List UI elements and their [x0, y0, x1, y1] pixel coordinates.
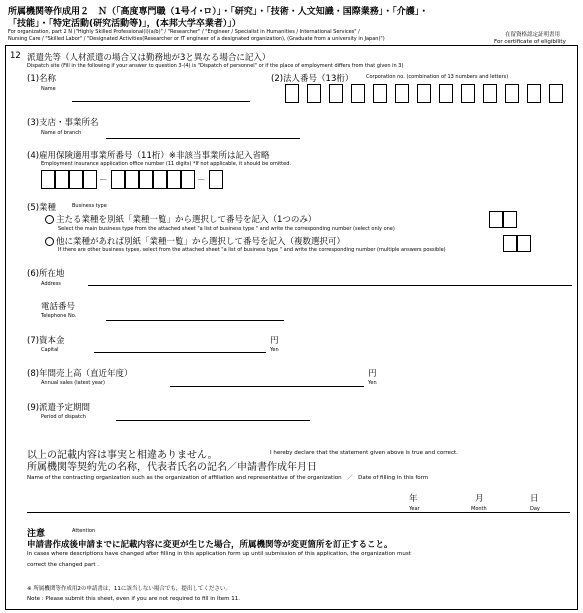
- radio-icon[interactable]: [45, 215, 54, 224]
- business-main-option[interactable]: [45, 213, 316, 225]
- business-other-digit[interactable]: [503, 235, 517, 252]
- attention-body-en1: In cases where descriptions have changed after filling in this application form up until submission of this application, the organization must: [27, 551, 411, 557]
- corp-no-digit[interactable]: [527, 84, 541, 103]
- capital-yen-en: Yen: [270, 347, 279, 353]
- business-main-digit[interactable]: [503, 211, 517, 228]
- corp-no-digit[interactable]: [285, 84, 299, 103]
- dispatch-period-label: (9)派遣予定期間: [27, 403, 91, 413]
- section-title: 派遣先等（人材派遣の場合又は勤務地が3と異なる場合に記入）: [27, 53, 271, 63]
- insurance-no-digit[interactable]: [167, 170, 181, 189]
- business-type-label: (5)業種: [27, 203, 57, 213]
- corp-no-digit[interactable]: [549, 84, 563, 103]
- business-type-label-en: Business type: [72, 203, 107, 209]
- attention-body-jp: 申請書作成後申請までに記載内容に変更が生じた場合，所属機関等が変更箇所を訂正すること。: [27, 540, 393, 550]
- section-number: 12: [10, 51, 21, 61]
- form-frame: [5, 45, 578, 610]
- corp-no-digit[interactable]: [329, 84, 343, 103]
- insurance-no-separator: －: [197, 176, 206, 186]
- insurance-no-digit[interactable]: [111, 170, 125, 189]
- business-main-option-en: Select the main business type from the attached sheet "a list of business type " and write the corresponding number (select only one): [58, 226, 395, 232]
- telephone-field[interactable]: [106, 320, 284, 321]
- business-other-option-en: If there are other business types, select from the attached sheet "a list of business type " and write the corresponding number (multiple answers possible): [58, 247, 446, 253]
- insurance-no-separator: －: [99, 176, 108, 186]
- corp-no-digit[interactable]: [439, 84, 453, 103]
- business-other-text: 他に業種があれば別紙「業種一覧」から選択して番号を記入（複数選択可）: [56, 237, 346, 247]
- business-main-digit[interactable]: [489, 211, 503, 228]
- attention-title: 注意: [27, 529, 46, 539]
- date-month-en: Month: [471, 506, 487, 512]
- name-label: (1)名称: [27, 74, 57, 84]
- annual-sales-field[interactable]: [170, 386, 364, 387]
- attention-body-en2: correct the changed part .: [27, 562, 100, 568]
- insurance-no-digit[interactable]: [153, 170, 167, 189]
- corp-no-digit[interactable]: [461, 84, 475, 103]
- insurance-no-digit[interactable]: [41, 170, 55, 189]
- corp-no-digit[interactable]: [483, 84, 497, 103]
- sales-yen: 円: [368, 369, 377, 379]
- cert-use-en: For certificate of eligibility: [494, 39, 566, 45]
- branch-field[interactable]: [106, 138, 300, 139]
- insurance-no-digit[interactable]: [181, 170, 195, 189]
- form-title-en-line1: For organization, part 2 N ("Highly Skilled Professional(i)(a/b)" / "Researcher" / "Engineer / Specialist in Humanities / International Services" /: [8, 29, 360, 35]
- signature-heading-jp: 所属機関等契約先の名称，代表者氏名の記名／申請書作成年月日: [27, 462, 317, 473]
- insurance-no-digit[interactable]: [139, 170, 153, 189]
- date-year-en: Year: [409, 506, 420, 512]
- sales-yen-en: Yen: [368, 380, 377, 386]
- corp-no-digit[interactable]: [307, 84, 321, 103]
- corp-no-digit[interactable]: [505, 84, 519, 103]
- radio-icon[interactable]: [45, 237, 54, 246]
- corp-no-digit[interactable]: [395, 84, 409, 103]
- insurance-no-digit[interactable]: [83, 170, 97, 189]
- dispatch-period-label-en: Period of dispatch: [41, 414, 86, 420]
- dispatch-period-field[interactable]: [116, 420, 310, 421]
- form-title-line1: 所属機関等作成用２ Ｎ（「高度専門職（1号イ･ロ）」・「研究」・「技術・人文知識・国際業務」・「介護」・: [8, 7, 429, 17]
- corp-no-digit[interactable]: [373, 84, 387, 103]
- branch-label-en: Name of branch: [41, 130, 82, 136]
- corp-no-digit[interactable]: [351, 84, 365, 103]
- insurance-no-digit[interactable]: [209, 170, 223, 189]
- capital-label: (7)資本金: [27, 336, 65, 346]
- business-main-text: 主たる業種を別紙「業種一覧」から選択して番号を記入（1つのみ）: [56, 215, 317, 225]
- address-label: (6)所在地: [27, 269, 65, 279]
- corp-no-label: (2)法人番号（13桁）: [271, 74, 354, 84]
- date-day: 日: [530, 494, 539, 504]
- declaration-en: I hereby declare that the statement given above is true and correct.: [270, 450, 458, 456]
- telephone-label-en: Telephone No.: [41, 313, 77, 319]
- address-label-en: Address: [41, 281, 61, 287]
- form-title-en-line2: Nursing Care / "Skilled Labor" / "Designated Activities(Researcher or IT engineer of a designated organization), (Graduate from a university in Japan)"): [8, 36, 385, 42]
- footer-note-en: Note : Please submit this sheet, even if you are not required to fill in Item 11.: [27, 596, 240, 602]
- annual-sales-label: (8)年間売上高（直近年度）: [27, 369, 133, 379]
- insurance-no-digit[interactable]: [69, 170, 83, 189]
- capital-yen: 円: [270, 336, 279, 346]
- business-other-option[interactable]: [45, 235, 345, 247]
- telephone-label: 電話番号: [41, 302, 76, 312]
- address-field[interactable]: [88, 285, 572, 286]
- date-year: 年: [409, 494, 418, 504]
- annual-sales-label-en: Annual sales (latest year): [41, 380, 105, 386]
- capital-label-en: Capital: [41, 347, 59, 353]
- footer-note-jp: ※ 所属機関等作成用2の申請書は，11に該当しない場合でも，提出してください。: [27, 586, 231, 592]
- insurance-no-label: (4)雇用保険適用事業所番号（11桁）※非該当事業所は記入省略: [27, 151, 270, 161]
- signature-date-field[interactable]: [27, 512, 570, 513]
- section-subtitle: Dispatch site (Fill in the following if your answer to question 3-(4) is "Dispatch of personnel" or if the place of employment differs from that given in 3): [27, 63, 404, 69]
- corp-no-digit[interactable]: [417, 84, 431, 103]
- date-day-en: Day: [530, 506, 540, 512]
- branch-label: (3)支店・事業所名: [27, 118, 99, 128]
- name-label-en: Name: [41, 86, 56, 92]
- declaration-jp: 以上の記載内容は事実と相違ありません。: [27, 450, 218, 461]
- name-field[interactable]: [72, 101, 250, 102]
- insurance-no-digit[interactable]: [55, 170, 69, 189]
- business-other-digit[interactable]: [517, 235, 531, 252]
- corp-no-label-en: Corporation no. (combination of 13 numbers and letters): [366, 74, 509, 80]
- capital-field[interactable]: [94, 352, 266, 353]
- attention-title-en: Attention: [72, 528, 96, 534]
- cert-use-jp: 在留資格認定証明書用: [505, 32, 561, 38]
- date-month: 月: [475, 494, 484, 504]
- form-title-line2: 「技能」・「特定活動(研究活動等)」，(本邦大学卒業者）」）: [8, 19, 241, 29]
- insurance-no-digit[interactable]: [125, 170, 139, 189]
- signature-heading-en: Name of the contracting organization such as the organization of affiliation and representative of the organization ／ Date of filling in this form: [27, 475, 429, 481]
- insurance-no-label-en: Employment insurance application office number (11 digits) *If not applicable, it should be omitted.: [41, 161, 291, 167]
